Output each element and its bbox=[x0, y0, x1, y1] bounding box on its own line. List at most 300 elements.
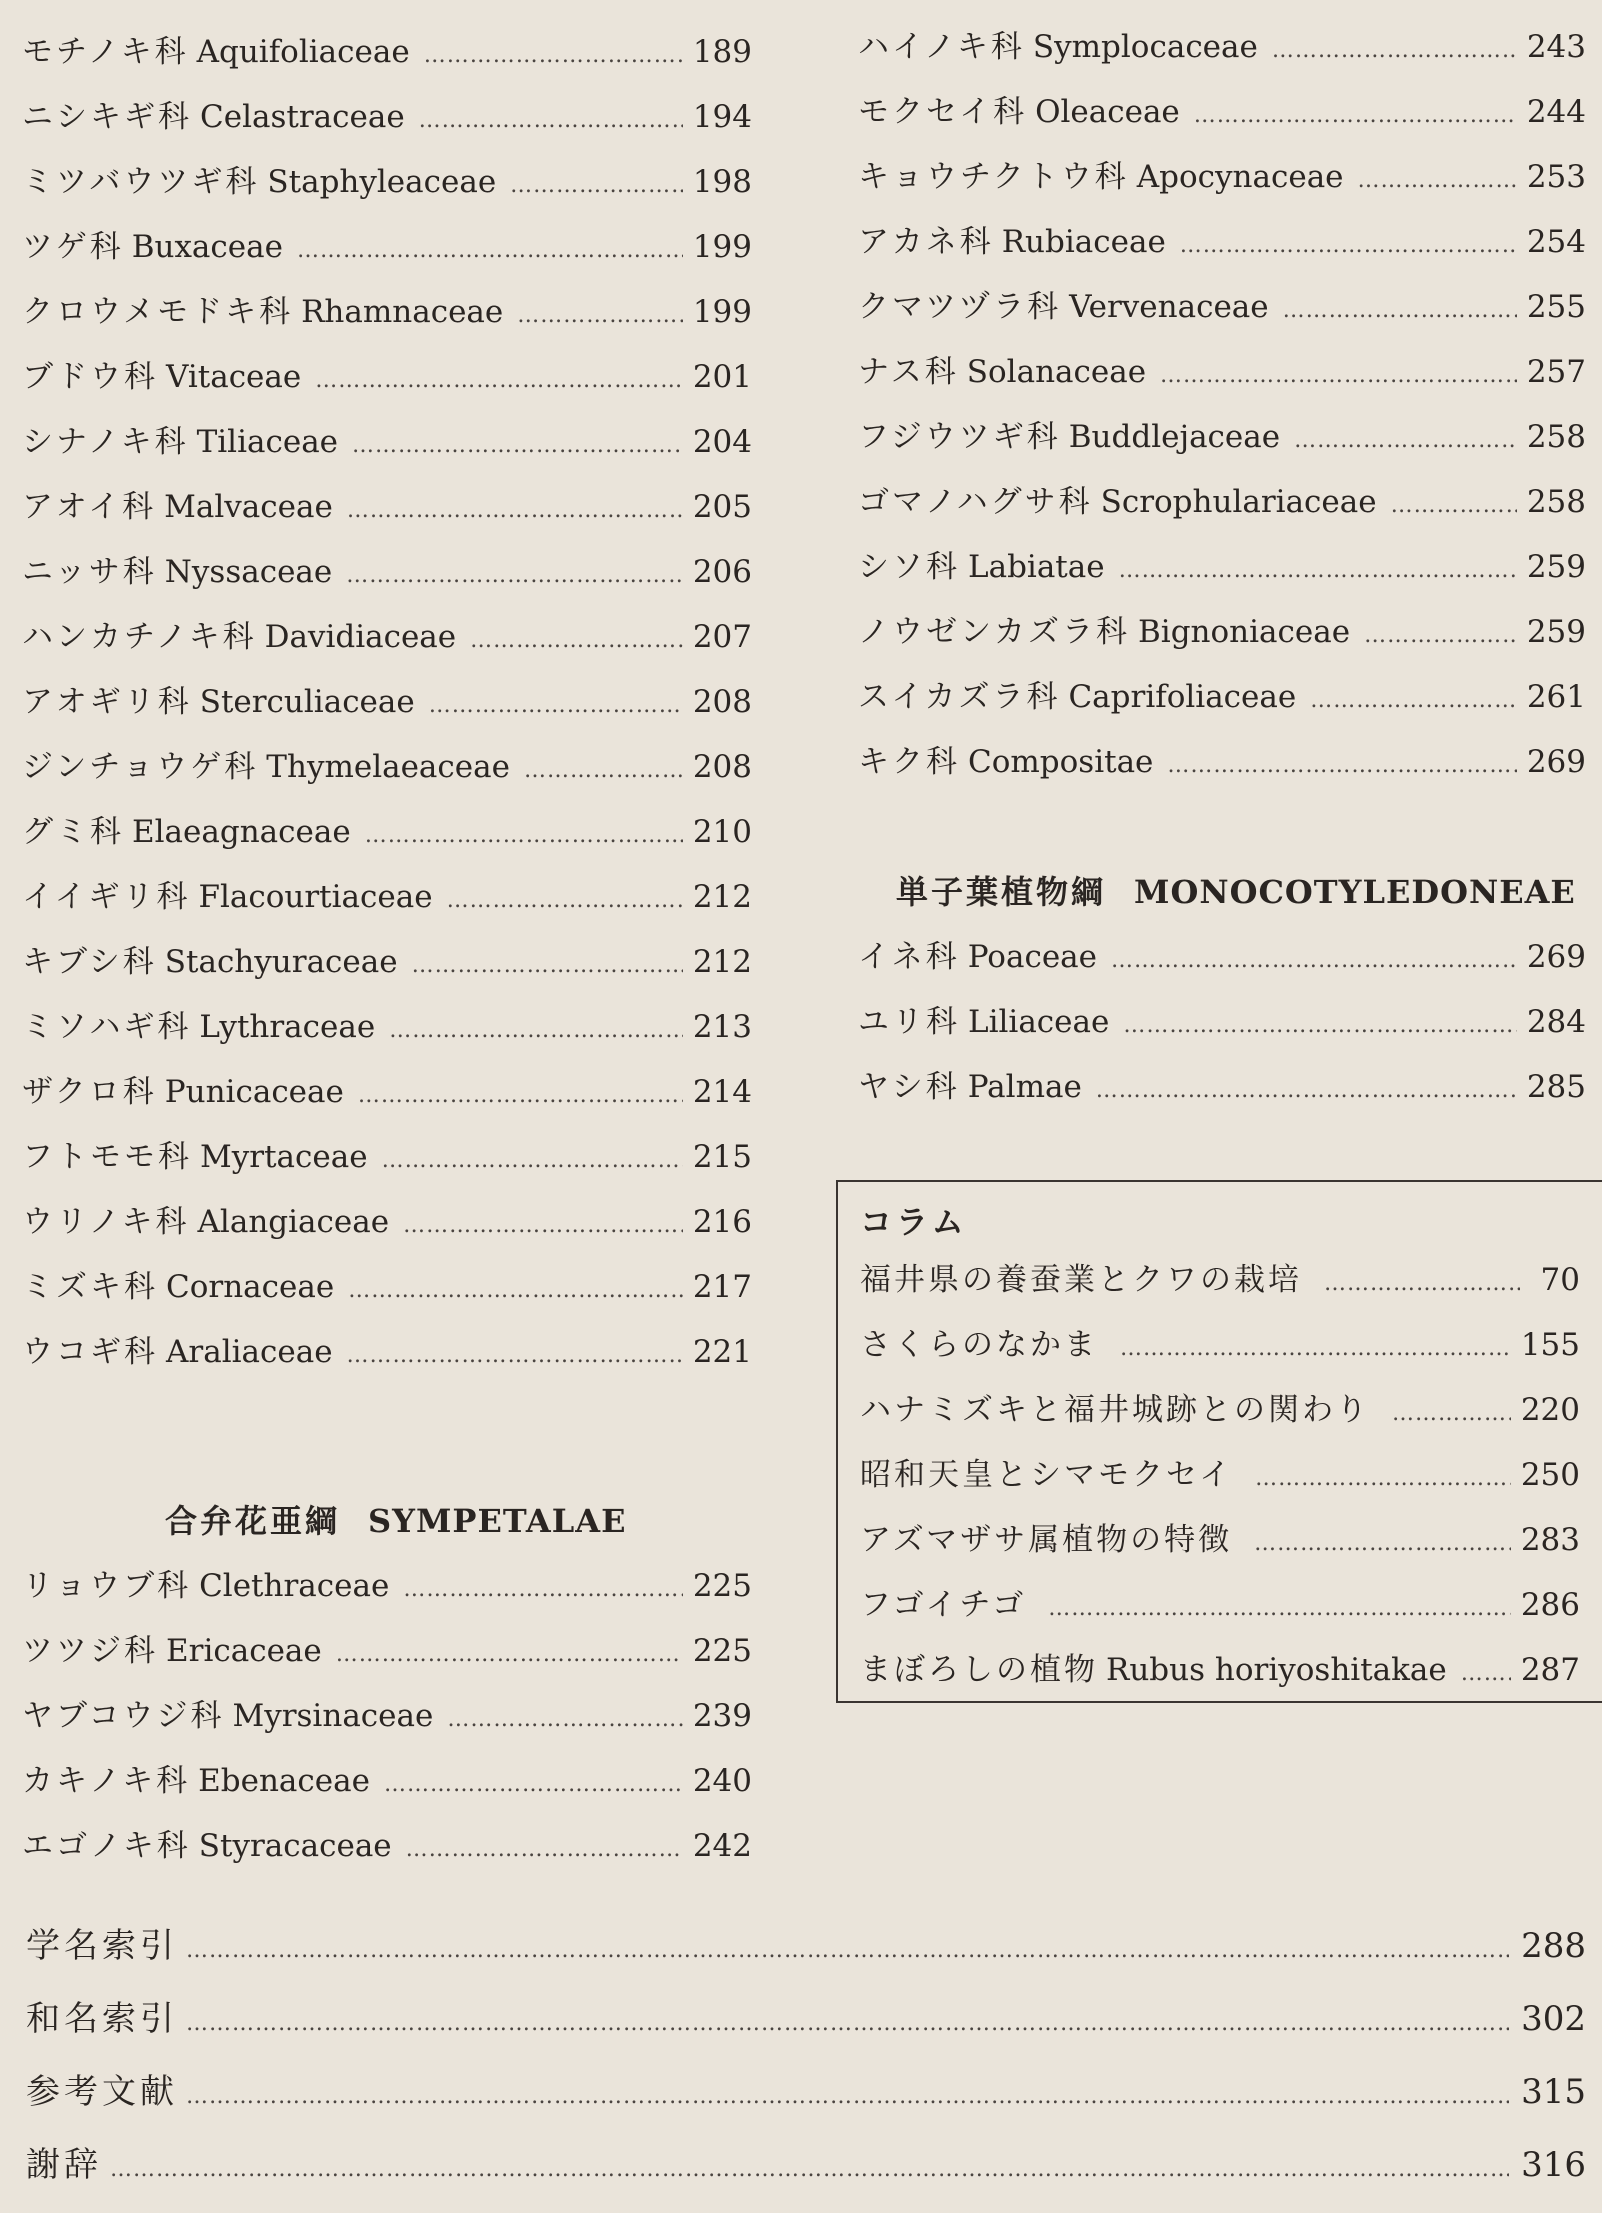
entry-title bbox=[22, 930, 398, 995]
toc-entry[interactable] bbox=[22, 1190, 752, 1255]
dot-leader bbox=[403, 1193, 683, 1258]
dot-leader bbox=[1111, 928, 1517, 993]
entry-latin-name: Vervenaceae bbox=[1069, 289, 1269, 325]
dot-leader bbox=[429, 673, 683, 738]
entry-japanese-name: ウリノキ科 bbox=[22, 1204, 190, 1240]
entry-title bbox=[22, 1190, 389, 1255]
dot-leader bbox=[470, 608, 683, 673]
toc-entry[interactable] bbox=[858, 600, 1586, 665]
entry-title bbox=[860, 1248, 1310, 1313]
entry-page-number: 242 bbox=[692, 1828, 752, 1864]
column-box bbox=[836, 1180, 1602, 1703]
entry-latin-name: Tiliaceae bbox=[196, 424, 339, 460]
toc-entry[interactable] bbox=[858, 470, 1586, 535]
entry-latin-name: Apocynaceae bbox=[1136, 159, 1344, 195]
entry-japanese-name: ツツジ科 bbox=[22, 1633, 158, 1669]
entry-page-number: 259 bbox=[1526, 549, 1586, 585]
dot-leader bbox=[186, 2060, 1509, 2133]
entry-page-number: 257 bbox=[1526, 354, 1586, 390]
entry-page-number: 207 bbox=[692, 619, 752, 655]
entry-title bbox=[858, 665, 1296, 730]
dot-leader bbox=[424, 23, 683, 88]
dot-leader bbox=[1310, 668, 1517, 733]
entry-page-number: 243 bbox=[1526, 29, 1586, 65]
entry-title bbox=[858, 145, 1344, 210]
entry-page-number: 208 bbox=[692, 749, 752, 785]
entry-japanese-name: アオギリ科 bbox=[22, 684, 192, 720]
entry-page-number: 208 bbox=[692, 684, 752, 720]
toc-entry[interactable] bbox=[22, 345, 752, 410]
dot-leader bbox=[412, 933, 683, 998]
entry-japanese-name: ミソハギ科 bbox=[22, 1009, 192, 1045]
entry-japanese-name: リョウブ科 bbox=[22, 1568, 192, 1604]
entry-page-number: 269 bbox=[1526, 744, 1586, 780]
toc-entry[interactable] bbox=[858, 210, 1586, 275]
dot-leader bbox=[406, 1817, 683, 1882]
entry-page-number: 258 bbox=[1526, 484, 1586, 520]
toc-entry[interactable] bbox=[860, 1313, 1580, 1378]
entry-title bbox=[26, 2056, 178, 2129]
sympetalae-heading-jp: 合弁花亜綱 bbox=[165, 1502, 341, 1540]
toc-entry[interactable] bbox=[22, 215, 752, 280]
entry-page-number: 199 bbox=[692, 294, 752, 330]
dot-leader bbox=[447, 868, 683, 933]
toc-entry[interactable] bbox=[860, 1573, 1580, 1638]
entry-japanese-name: ツゲ科 bbox=[22, 229, 124, 265]
dot-leader bbox=[1120, 1316, 1511, 1381]
entry-latin-name: Buxaceae bbox=[131, 229, 283, 265]
entry-page-number: 206 bbox=[692, 554, 752, 590]
dot-leader bbox=[1254, 1511, 1511, 1576]
entry-title bbox=[858, 340, 1146, 405]
back-matter bbox=[26, 1910, 1586, 2202]
dot-leader bbox=[403, 1557, 683, 1622]
dot-leader bbox=[347, 1323, 683, 1388]
dot-leader bbox=[297, 218, 683, 283]
toc-entry[interactable] bbox=[860, 1443, 1580, 1508]
entry-page-number: 212 bbox=[692, 879, 752, 915]
entry-page-number: 221 bbox=[692, 1334, 752, 1370]
toc-entry[interactable] bbox=[22, 1684, 752, 1749]
entry-page-number: 198 bbox=[692, 164, 752, 200]
dot-leader bbox=[419, 88, 683, 153]
dot-leader bbox=[1167, 733, 1516, 798]
entry-title bbox=[860, 1508, 1240, 1573]
entry-japanese-name: ブドウ科 bbox=[22, 359, 158, 395]
entry-page-number: 269 bbox=[1526, 939, 1586, 975]
left-entry-list bbox=[22, 20, 752, 1385]
entry-latin-name: Poaceae bbox=[967, 939, 1097, 975]
entry-title bbox=[858, 80, 1180, 145]
toc-entry[interactable] bbox=[26, 2129, 1586, 2202]
toc-entry[interactable] bbox=[22, 865, 752, 930]
entry-japanese-name: ゴマノハグサ科 bbox=[858, 484, 1093, 520]
dot-leader bbox=[1160, 343, 1517, 408]
entry-page-number: 258 bbox=[1526, 419, 1586, 455]
entry-title bbox=[22, 1060, 344, 1125]
dot-leader bbox=[186, 1987, 1509, 2060]
entry-label: 和名索引 bbox=[26, 1999, 178, 2039]
toc-entry[interactable] bbox=[858, 665, 1586, 730]
dot-leader bbox=[1272, 18, 1517, 83]
entry-page-number: 285 bbox=[1526, 1069, 1586, 1105]
entry-latin-name: Alangiaceae bbox=[197, 1204, 390, 1240]
dot-leader bbox=[1096, 1058, 1517, 1123]
entry-title bbox=[858, 210, 1166, 275]
entry-japanese-name: ヤブコウジ科 bbox=[22, 1698, 225, 1734]
entry-title bbox=[22, 670, 415, 735]
monocotyledoneae-heading-latin: MONOCOTYLEDONEAE bbox=[1134, 873, 1576, 911]
entry-title bbox=[22, 1554, 389, 1619]
entry-title bbox=[858, 15, 1258, 80]
entry-page-number: 70 bbox=[1540, 1262, 1580, 1298]
entry-page-number: 225 bbox=[692, 1633, 752, 1669]
entry-title bbox=[860, 1638, 1447, 1703]
toc-entry[interactable] bbox=[22, 670, 752, 735]
dot-leader bbox=[336, 1622, 683, 1687]
dot-leader bbox=[347, 478, 683, 543]
entry-japanese-name: キク科 bbox=[858, 744, 960, 780]
toc-entry[interactable] bbox=[22, 605, 752, 670]
entry-page-number: 255 bbox=[1526, 289, 1586, 325]
entry-page-number: 210 bbox=[692, 814, 752, 850]
entry-japanese-name: イネ科 bbox=[858, 939, 960, 975]
entry-title bbox=[858, 1055, 1082, 1120]
toc-entry[interactable] bbox=[858, 1055, 1586, 1120]
entry-japanese-name: ミズキ科 bbox=[22, 1269, 158, 1305]
entry-title bbox=[22, 345, 301, 410]
entry-label: 学名索引 bbox=[26, 1926, 178, 1966]
entry-latin-name: Compositae bbox=[968, 744, 1154, 780]
entry-page-number: 220 bbox=[1520, 1392, 1580, 1428]
entry-page-number: 155 bbox=[1520, 1327, 1580, 1363]
entry-page-number: 288 bbox=[1521, 1926, 1586, 1966]
toc-entry[interactable] bbox=[858, 925, 1586, 990]
toc-entry[interactable] bbox=[22, 20, 752, 85]
sympetalae-heading-latin: SYMPETALAE bbox=[368, 1502, 627, 1540]
entry-latin-name: Cornaceae bbox=[166, 1269, 335, 1305]
entry-page-number: 284 bbox=[1526, 1004, 1586, 1040]
entry-title bbox=[22, 1255, 334, 1320]
entry-title bbox=[22, 1619, 322, 1684]
entry-page-number: 254 bbox=[1526, 224, 1586, 260]
dot-leader bbox=[1283, 278, 1517, 343]
entry-page-number: 215 bbox=[692, 1139, 752, 1175]
left-column bbox=[22, 20, 752, 1879]
toc-entry[interactable] bbox=[858, 405, 1586, 470]
entry-title bbox=[22, 1320, 333, 1385]
entry-page-number: 287 bbox=[1520, 1652, 1580, 1688]
dot-leader bbox=[1123, 993, 1516, 1058]
entry-page-number: 214 bbox=[692, 1074, 752, 1110]
dot-leader bbox=[346, 543, 683, 608]
entry-page-number: 302 bbox=[1521, 1999, 1586, 2039]
toc-entry[interactable] bbox=[22, 410, 752, 475]
toc-entry[interactable] bbox=[860, 1248, 1580, 1313]
entry-japanese-name: ニッサ科 bbox=[22, 554, 157, 590]
entry-title bbox=[860, 1378, 1378, 1443]
entry-japanese-name: まぼろしの植物 bbox=[860, 1652, 1098, 1688]
entry-latin-name: Clethraceae bbox=[199, 1568, 390, 1604]
entry-label: 参考文献 bbox=[26, 2072, 178, 2112]
entry-japanese-name: キブシ科 bbox=[22, 944, 157, 980]
right-column bbox=[858, 15, 1586, 1120]
dot-leader bbox=[348, 1258, 683, 1323]
toc-entry[interactable] bbox=[22, 280, 752, 345]
toc-entry[interactable] bbox=[22, 800, 752, 865]
dot-leader bbox=[1392, 1381, 1511, 1446]
entry-title bbox=[22, 735, 510, 800]
column-entry-list bbox=[860, 1248, 1580, 1703]
toc-entry[interactable] bbox=[22, 1125, 752, 1190]
entry-page-number: 194 bbox=[692, 99, 752, 135]
dot-leader bbox=[1180, 213, 1517, 278]
dot-leader bbox=[110, 2133, 1509, 2206]
dot-leader bbox=[1364, 603, 1517, 668]
toc-entry[interactable] bbox=[26, 1983, 1586, 2056]
entry-latin-name: Araliaceae bbox=[166, 1334, 333, 1370]
toc-entry[interactable] bbox=[22, 735, 752, 800]
entry-japanese-name: スイカズラ科 bbox=[858, 679, 1061, 715]
toc-entry[interactable] bbox=[858, 730, 1586, 795]
entry-page-number: 225 bbox=[692, 1568, 752, 1604]
entry-latin-name: Lythraceae bbox=[199, 1009, 376, 1045]
entry-japanese-name: アズマザサ属植物の特徴 bbox=[860, 1522, 1233, 1558]
entry-latin-name: Nyssaceae bbox=[164, 554, 333, 590]
entry-latin-name: Myrtaceae bbox=[200, 1139, 368, 1175]
entry-title bbox=[858, 990, 1109, 1055]
entry-page-number: 286 bbox=[1520, 1587, 1580, 1623]
entry-japanese-name: アオイ科 bbox=[22, 489, 157, 525]
toc-entry[interactable] bbox=[22, 1320, 752, 1385]
entry-japanese-name: ジンチョウゲ科 bbox=[22, 749, 259, 785]
toc-entry[interactable] bbox=[22, 930, 752, 995]
entry-latin-name: Rubiaceae bbox=[1001, 224, 1166, 260]
entry-page-number: 244 bbox=[1526, 94, 1586, 130]
entry-japanese-name: シソ科 bbox=[858, 549, 960, 585]
entry-title bbox=[22, 150, 496, 215]
toc-entry[interactable] bbox=[860, 1508, 1580, 1573]
entry-title bbox=[22, 280, 503, 345]
entry-title bbox=[22, 605, 456, 670]
entry-label: 謝辞 bbox=[26, 2145, 102, 2185]
entry-japanese-name: シナノキ科 bbox=[22, 424, 189, 460]
dot-leader bbox=[1255, 1446, 1511, 1511]
dot-leader bbox=[447, 1687, 682, 1752]
entry-japanese-name: イイギリ科 bbox=[22, 879, 191, 915]
entry-latin-name: Palmae bbox=[967, 1069, 1082, 1105]
entry-title bbox=[858, 405, 1280, 470]
toc-entry[interactable] bbox=[858, 80, 1586, 145]
monocotyledoneae-heading-jp: 単子葉植物綱 bbox=[896, 873, 1107, 911]
entry-page-number: 283 bbox=[1520, 1522, 1580, 1558]
toc-entry[interactable] bbox=[860, 1378, 1580, 1443]
entry-japanese-name: ノウゼンカズラ科 bbox=[858, 614, 1130, 650]
toc-entry[interactable] bbox=[22, 540, 752, 605]
entry-latin-name: Stachyuraceae bbox=[164, 944, 398, 980]
entry-title bbox=[858, 600, 1350, 665]
entry-japanese-name: キョウチクトウ科 bbox=[858, 159, 1129, 195]
toc-entry[interactable] bbox=[22, 1814, 752, 1879]
entry-page-number: 315 bbox=[1521, 2072, 1586, 2112]
entry-latin-name: Rhamnaceae bbox=[301, 294, 504, 330]
entry-page-number: 201 bbox=[692, 359, 752, 395]
entry-page-number: 261 bbox=[1526, 679, 1586, 715]
entry-title bbox=[22, 85, 405, 150]
entry-title bbox=[858, 730, 1153, 795]
right-entry-list bbox=[858, 15, 1586, 795]
sympetalae-heading bbox=[22, 1489, 752, 1554]
toc-entry[interactable] bbox=[22, 1554, 752, 1619]
entry-japanese-name: ハンカチノキ科 bbox=[22, 619, 257, 655]
entry-page-number: 216 bbox=[692, 1204, 752, 1240]
dot-leader bbox=[517, 283, 683, 348]
toc-entry[interactable] bbox=[22, 995, 752, 1060]
entry-japanese-name: カキノキ科 bbox=[22, 1763, 191, 1799]
entry-japanese-name: 昭和天皇とシマモクセイ bbox=[860, 1457, 1234, 1493]
entry-title bbox=[858, 535, 1105, 600]
dot-leader bbox=[352, 413, 683, 478]
dot-leader bbox=[382, 1128, 683, 1193]
toc-entry[interactable] bbox=[26, 1910, 1586, 1983]
sympetalae-entry-list bbox=[22, 1554, 752, 1879]
dot-leader bbox=[365, 803, 683, 868]
toc-entry[interactable] bbox=[858, 145, 1586, 210]
toc-entry[interactable] bbox=[22, 1749, 752, 1814]
entry-title bbox=[22, 20, 410, 85]
entry-japanese-name: ミツバウツギ科 bbox=[22, 164, 260, 200]
column-box-title: コラム bbox=[860, 1203, 968, 1241]
entry-japanese-name: フゴイチゴ bbox=[860, 1587, 1027, 1623]
entry-latin-name: Staphyleaceae bbox=[267, 164, 497, 200]
entry-latin-name: Labiatae bbox=[968, 549, 1105, 585]
entry-latin-name: Sterculiaceae bbox=[199, 684, 415, 720]
entry-title bbox=[22, 865, 433, 930]
dot-leader bbox=[524, 738, 683, 803]
entry-title bbox=[22, 1684, 433, 1749]
entry-title bbox=[858, 925, 1097, 990]
dot-leader bbox=[358, 1063, 683, 1128]
entry-latin-name: Malvaceae bbox=[164, 489, 333, 525]
entry-page-number: 189 bbox=[692, 34, 752, 70]
entry-latin-name: Ebenaceae bbox=[198, 1763, 370, 1799]
entry-page-number: 240 bbox=[692, 1763, 752, 1799]
entry-latin-name: Buddlejaceae bbox=[1068, 419, 1281, 455]
toc-entry[interactable] bbox=[858, 990, 1586, 1055]
entry-title bbox=[860, 1443, 1241, 1508]
entry-title bbox=[22, 410, 338, 475]
toc-entry[interactable] bbox=[858, 535, 1586, 600]
entry-latin-name: Aquifoliaceae bbox=[196, 34, 410, 70]
monocotyledoneae-entry-list bbox=[858, 925, 1586, 1120]
entry-japanese-name: ザクロ科 bbox=[22, 1074, 157, 1110]
entry-page-number: 239 bbox=[692, 1698, 752, 1734]
dot-leader bbox=[510, 153, 683, 218]
entry-latin-name: Celastraceae bbox=[200, 99, 405, 135]
entry-latin-name: Punicaceae bbox=[164, 1074, 344, 1110]
entry-title bbox=[22, 1125, 368, 1190]
entry-latin-name: Vitaceae bbox=[166, 359, 302, 395]
toc-entry[interactable] bbox=[22, 85, 752, 150]
entry-title bbox=[858, 275, 1269, 340]
entry-page-number: 204 bbox=[692, 424, 752, 460]
entry-page-number: 253 bbox=[1526, 159, 1586, 195]
monocotyledoneae-heading bbox=[858, 860, 1586, 925]
entry-page-number: 259 bbox=[1526, 614, 1586, 650]
entry-title bbox=[22, 215, 283, 280]
dot-leader bbox=[1391, 473, 1517, 538]
entry-japanese-name: モチノキ科 bbox=[22, 34, 189, 70]
entry-latin-name: Bignoniaceae bbox=[1138, 614, 1351, 650]
toc-entry[interactable] bbox=[860, 1638, 1580, 1703]
dot-leader bbox=[186, 1914, 1509, 1987]
back-matter-list bbox=[26, 1910, 1586, 2202]
toc-entry[interactable] bbox=[858, 15, 1586, 80]
entry-latin-name: Myrsinaceae bbox=[232, 1698, 434, 1734]
entry-latin-name: Solanaceae bbox=[966, 354, 1147, 390]
entry-japanese-name: ニシキギ科 bbox=[22, 99, 192, 135]
entry-japanese-name: さくらのなかま bbox=[860, 1327, 1098, 1363]
dot-leader bbox=[1119, 538, 1517, 603]
entry-japanese-name: モクセイ科 bbox=[858, 94, 1028, 130]
entry-latin-name: Styracaceae bbox=[198, 1828, 392, 1864]
entry-japanese-name: ヤシ科 bbox=[858, 1069, 960, 1105]
dot-leader bbox=[1461, 1641, 1511, 1706]
entry-page-number: 250 bbox=[1520, 1457, 1580, 1493]
toc-entry[interactable] bbox=[22, 1060, 752, 1125]
dot-leader bbox=[384, 1752, 683, 1817]
entry-japanese-name: ハナミズキと福井城跡との関わり bbox=[860, 1392, 1370, 1428]
dot-leader bbox=[1324, 1251, 1520, 1316]
entry-title bbox=[22, 995, 375, 1060]
entry-japanese-name: 福井県の養蚕業とクワの栽培 bbox=[860, 1262, 1302, 1298]
dot-leader bbox=[1048, 1576, 1511, 1641]
entry-japanese-name: ウコギ科 bbox=[22, 1334, 158, 1370]
entry-japanese-name: ユリ科 bbox=[858, 1004, 960, 1040]
toc-entry[interactable] bbox=[26, 2056, 1586, 2129]
entry-title bbox=[860, 1313, 1106, 1378]
entry-title bbox=[26, 1983, 178, 2056]
entry-title bbox=[22, 1814, 392, 1879]
toc-entry[interactable] bbox=[22, 150, 752, 215]
entry-page-number: 213 bbox=[692, 1009, 752, 1045]
toc-entry[interactable] bbox=[22, 475, 752, 540]
entry-latin-name: Davidiaceae bbox=[264, 619, 457, 655]
entry-latin-name: Flacourtiaceae bbox=[198, 879, 433, 915]
entry-title bbox=[26, 1910, 178, 1983]
entry-title bbox=[858, 470, 1377, 535]
entry-latin-name: Thymelaeaceae bbox=[266, 749, 510, 785]
entry-latin-name: Caprifoliaceae bbox=[1068, 679, 1297, 715]
toc-entry[interactable] bbox=[858, 340, 1586, 405]
entry-title bbox=[860, 1573, 1034, 1638]
entry-page-number: 199 bbox=[692, 229, 752, 265]
entry-latin-name: Elaeagnaceae bbox=[132, 814, 351, 850]
toc-entry[interactable] bbox=[858, 275, 1586, 340]
entry-japanese-name: フトモモ科 bbox=[22, 1139, 192, 1175]
entry-page-number: 316 bbox=[1521, 2145, 1586, 2185]
entry-latin-name: Liliaceae bbox=[968, 1004, 1110, 1040]
entry-title bbox=[26, 2129, 102, 2202]
entry-title bbox=[22, 1749, 370, 1814]
entry-page-number: 205 bbox=[692, 489, 752, 525]
entry-page-number: 217 bbox=[692, 1269, 752, 1305]
entry-japanese-name: クマツヅラ科 bbox=[858, 289, 1062, 325]
toc-entry[interactable] bbox=[22, 1255, 752, 1320]
dot-leader bbox=[1358, 148, 1517, 213]
toc-entry[interactable] bbox=[22, 1619, 752, 1684]
dot-leader bbox=[1294, 408, 1517, 473]
